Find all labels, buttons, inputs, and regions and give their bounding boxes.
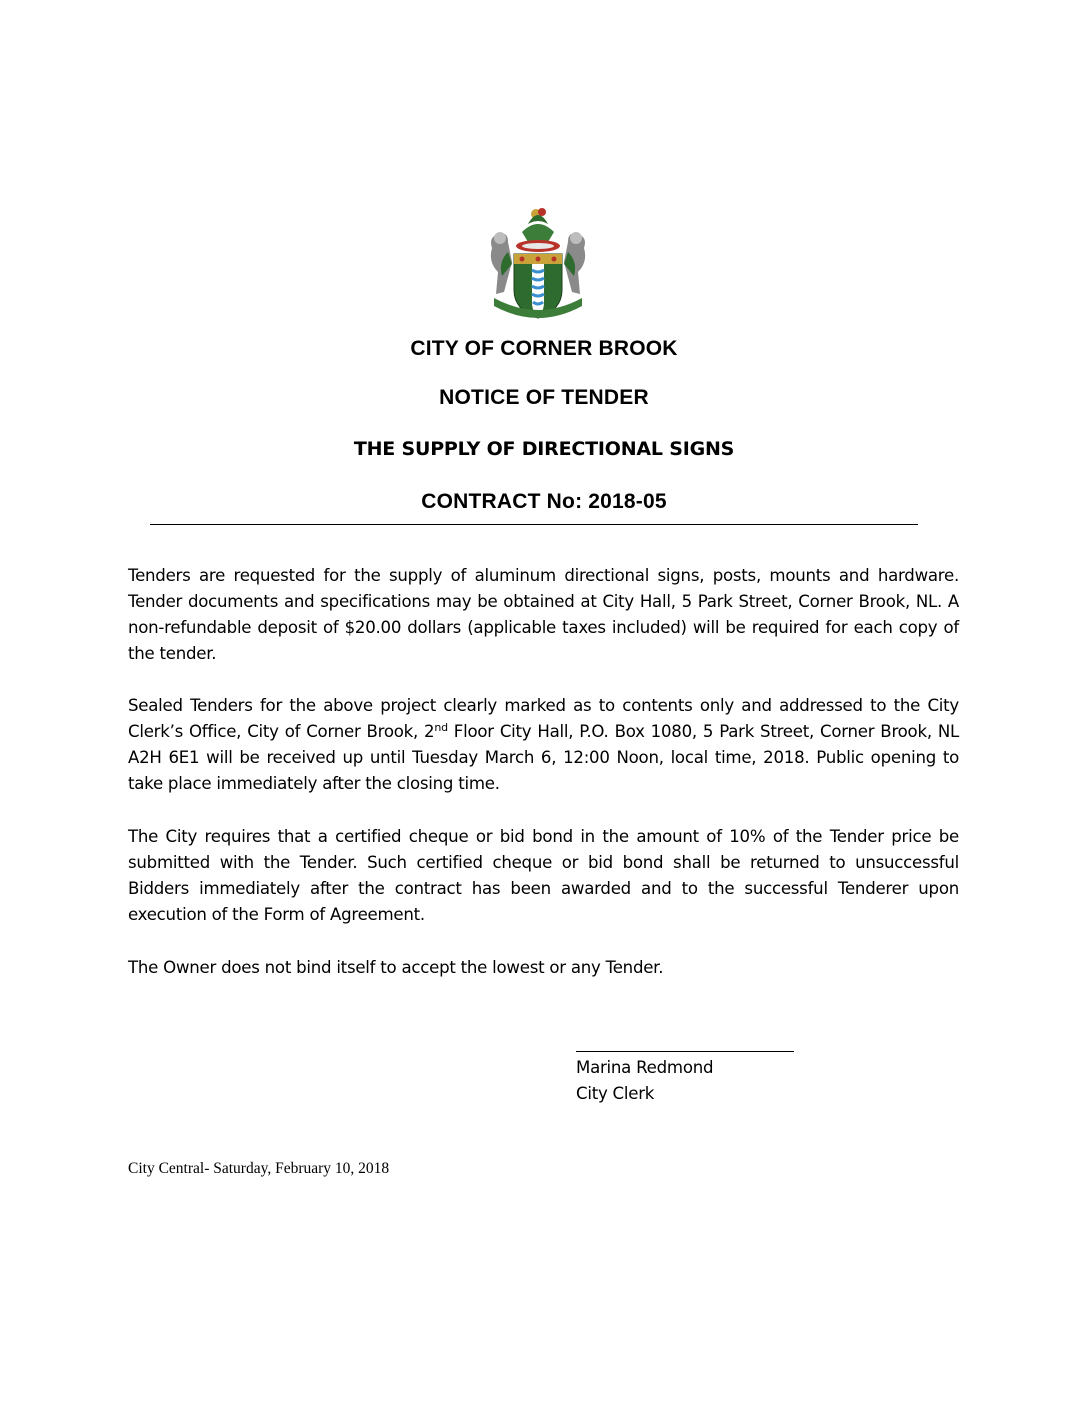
city-crest-logo <box>478 202 598 330</box>
paragraph-sealed-tenders <box>128 693 959 797</box>
paragraph-tender-request: Tenders are requested for the supply of aluminum directional signs, posts, mounts and hardware. Tender documents and specifications may be obtained at City Hall, 5 Park Street, Corner Brook, NL. A non-refundable deposit of $20.00 dollars (applicable taxes included) will be required for each copy of the tender. <box>128 566 959 663</box>
paragraph-bid-bond: The City requires that a certified cheque or bid bond in the amount of 10% of the Tender price be submitted with the Tender. Such certified cheque or bid bond shall be returned to unsuccessful Bidders immediately after the contract has been awarded and to the successful Tenderer upon execution of the Form of Agreement. <box>128 827 959 924</box>
paragraph-sealed-tenders-part2: Floor City Hall, P.O. Box 1080, 5 Park Street, Corner Brook, NL A2H 6E1 will be received up until Tuesday March 6, 12:00 Noon, local time, 2018. Public opening to take place immediately after the closing time. <box>128 722 959 793</box>
paragraph-sealed-tenders-part1: Sealed Tenders for the above project clearly marked as to contents only and addressed to the City Clerk’s Office, City of Corner Brook, 2 <box>128 696 959 741</box>
signature-line <box>576 1051 794 1052</box>
ordinal-superscript: nd <box>434 721 448 734</box>
contract-number-heading: CONTRACT No: 2018-05 <box>421 490 667 513</box>
city-name-heading: CITY OF CORNER BROOK <box>410 337 678 360</box>
publication-footer: City Central- Saturday, February 10, 2018 <box>128 1160 390 1177</box>
signatory-title: City Clerk <box>576 1084 655 1103</box>
signatory-name: Marina Redmond <box>576 1058 714 1077</box>
header-divider <box>150 524 918 525</box>
notice-heading: NOTICE OF TENDER <box>439 386 649 409</box>
paragraph-owner-disclaimer: The Owner does not bind itself to accept the lowest or any Tender. <box>128 958 664 977</box>
tender-subject-heading: THE SUPPLY OF DIRECTIONAL SIGNS <box>353 438 735 460</box>
